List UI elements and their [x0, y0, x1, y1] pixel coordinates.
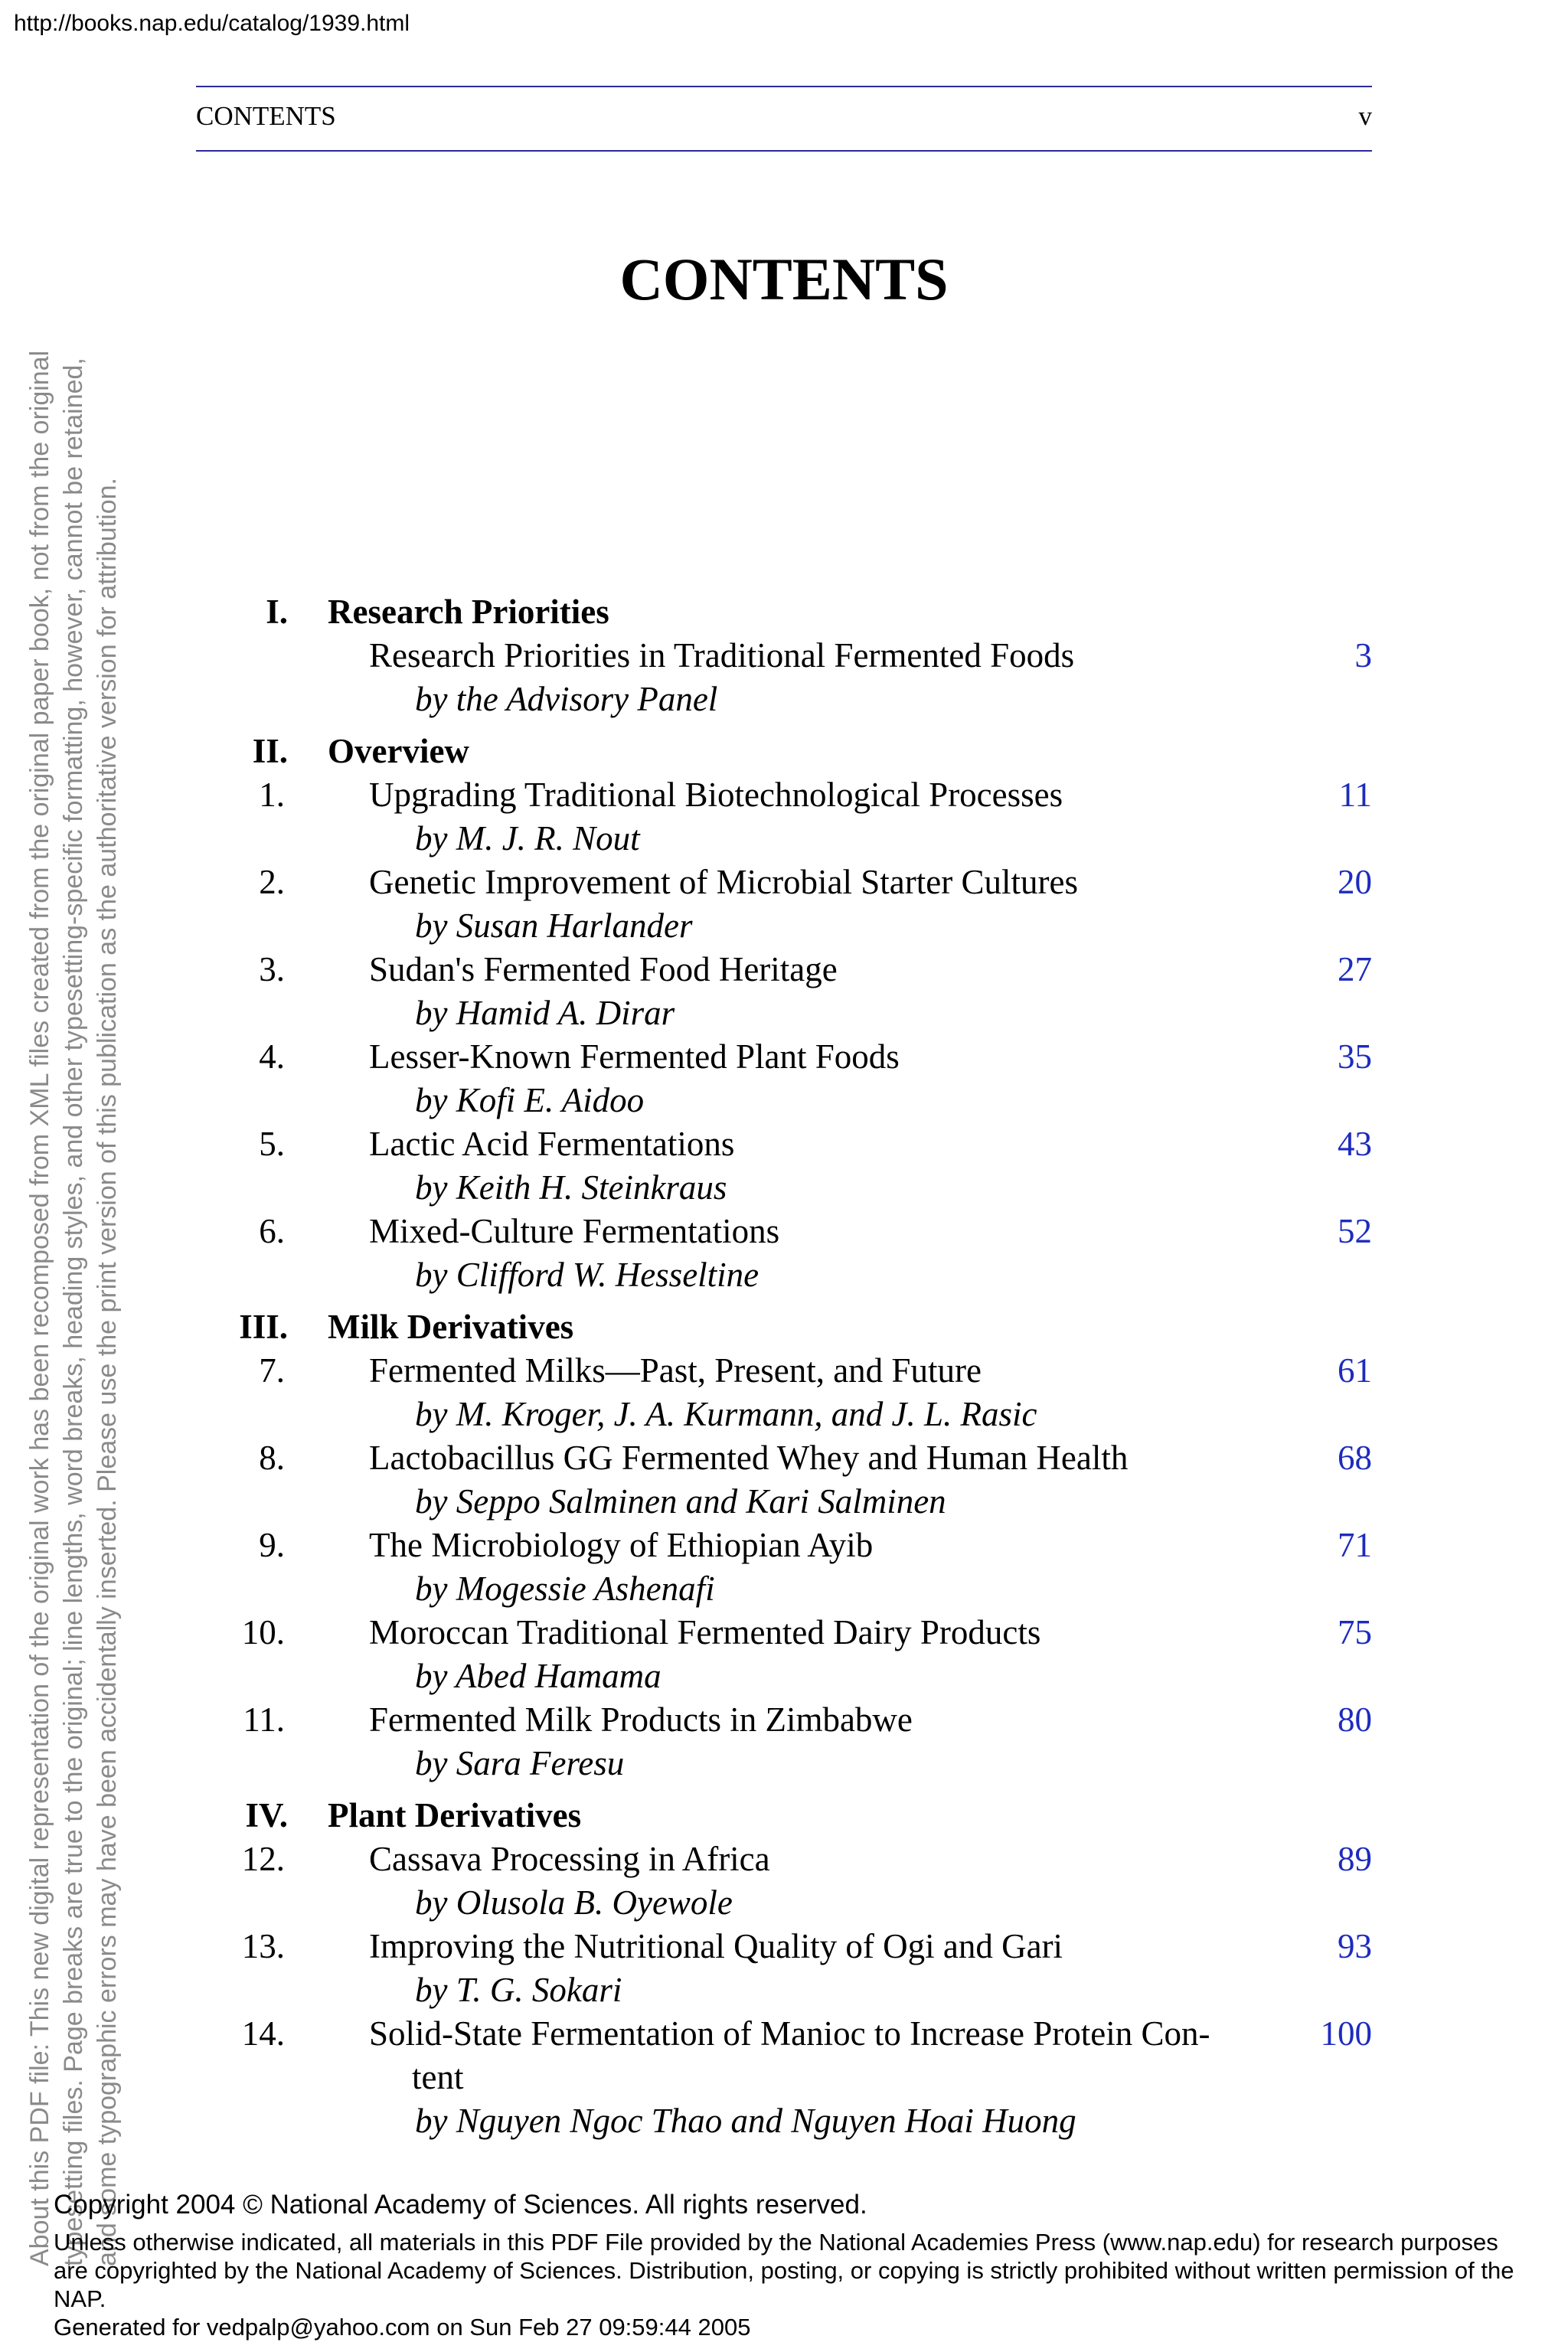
header-rule-top: [196, 86, 1372, 87]
section-title: Milk Derivatives: [328, 1308, 574, 1346]
generated-for-text: Generated for vedpalp@yahoo.com on Sun Feb 27 09:59:44 2005: [54, 2314, 751, 2341]
chapter-title-text: The Microbiology of Ethiopian Ayib: [369, 1526, 874, 1564]
section-heading: [196, 729, 1372, 773]
toc-section: [196, 590, 1372, 721]
table-of-contents: [196, 590, 1372, 2151]
copyright-text: Copyright 2004 © National Academy of Sciences. All rights reserved.: [54, 2190, 867, 2220]
chapter-author: by Mogessie Ashenafi: [415, 1570, 715, 1608]
section-heading: [196, 1793, 1372, 1838]
page-number-link[interactable]: 35: [1338, 1037, 1372, 1076]
chapter-author: by Susan Harlander: [415, 906, 693, 945]
page-number-link[interactable]: 89: [1338, 1840, 1372, 1878]
toc-section: [196, 729, 1372, 1297]
section-number: III.: [239, 1308, 288, 1346]
chapter-title-text: Solid-State Fermentation of Manioc to Increase Protein Con-: [369, 2014, 1210, 2053]
chapter-title: [369, 948, 1280, 991]
page-number-link[interactable]: 61: [1338, 1351, 1372, 1390]
page-number-link[interactable]: 11: [1338, 776, 1372, 814]
chapter-number: 13.: [241, 1927, 285, 1965]
chapter-number: [196, 634, 285, 678]
page-number-link[interactable]: 3: [1354, 636, 1372, 675]
chapter-title: [369, 773, 1280, 817]
chapter-title-text: Cassava Processing in Africa: [369, 1840, 770, 1878]
chapter-title-text: Upgrading Traditional Biotechnological Processes: [369, 776, 1063, 814]
chapter-number: 8.: [259, 1439, 285, 1477]
watermark-notice: [23, 0, 124, 2266]
page-number-link[interactable]: 68: [1338, 1439, 1372, 1477]
chapter-title: [369, 1210, 1280, 1253]
entry-title-row: [196, 1122, 1372, 1166]
chapter-title-text: Lactic Acid Fermentations: [369, 1125, 735, 1163]
toc-entry: [196, 1122, 1372, 1210]
page-number-link[interactable]: 43: [1338, 1125, 1372, 1163]
section-title: Research Priorities: [328, 593, 609, 631]
chapter-title: [369, 1838, 1280, 1881]
toc-entry: [196, 1611, 1372, 1698]
chapter-author: by M. J. R. Nout: [415, 819, 640, 858]
chapter-number: 11.: [243, 1700, 285, 1739]
chapter-title: [369, 634, 1280, 678]
chapter-title-text: Lactobacillus GG Fermented Whey and Human Health: [369, 1439, 1129, 1477]
chapter-title: [369, 1349, 1280, 1393]
chapter-number: 2.: [259, 863, 285, 901]
toc-entry: [196, 1436, 1372, 1524]
chapter-author: by Clifford W. Hesseltine: [415, 1256, 760, 1294]
chapter-title: [369, 861, 1280, 904]
toc-entry: [196, 1524, 1372, 1611]
chapter-number: 4.: [259, 1037, 285, 1076]
section-heading: [196, 1305, 1372, 1349]
entry-title-row: [196, 1210, 1372, 1253]
section-heading: [196, 590, 1372, 634]
toc-entry: [196, 1349, 1372, 1436]
toc-entry: [196, 1035, 1372, 1122]
entry-title-row: [196, 948, 1372, 991]
chapter-author: by Kofi E. Aidoo: [415, 1081, 645, 1119]
chapter-number: 14.: [241, 2014, 285, 2053]
chapter-author: by Nguyen Ngoc Thao and Nguyen Hoai Huong: [415, 2102, 1076, 2140]
running-head-title: CONTENTS: [196, 101, 336, 131]
chapter-title: [369, 1698, 1280, 1742]
chapter-title-text: Improving the Nutritional Quality of Ogi and Gari: [369, 1927, 1063, 1965]
chapter-number: 6.: [259, 1212, 285, 1250]
page-number-link[interactable]: 27: [1338, 950, 1372, 988]
chapter-title: [369, 1436, 1280, 1480]
toc-entry: [196, 1210, 1372, 1297]
chapter-title-text: Moroccan Traditional Fermented Dairy Products: [369, 1613, 1041, 1651]
section-number: I.: [266, 593, 288, 631]
footer: [54, 2188, 1531, 2341]
running-head: [196, 101, 1372, 132]
page-number-link[interactable]: 20: [1338, 863, 1372, 901]
page-number-link[interactable]: 100: [1320, 2014, 1372, 2053]
entry-title-row: [196, 634, 1372, 678]
chapter-title: [369, 1524, 1280, 1567]
chapter-title: [369, 1122, 1280, 1166]
toc-section: [196, 1793, 1372, 2143]
page-number-link[interactable]: 52: [1338, 1212, 1372, 1250]
chapter-author: by M. Kroger, J. A. Kurmann, and J. L. Rasic: [415, 1395, 1037, 1433]
chapter-author: by T. G. Sokari: [415, 1971, 622, 2009]
toc-entry: [196, 1698, 1372, 1785]
entry-title-row: [196, 1611, 1372, 1655]
page-title: CONTENTS: [619, 246, 949, 312]
entry-title-row: [196, 1838, 1372, 1881]
toc-entry: [196, 2012, 1372, 2143]
entry-title-row: [196, 1349, 1372, 1393]
chapter-number: 9.: [259, 1526, 285, 1564]
toc-section: [196, 1305, 1372, 1785]
source-url[interactable]: http://books.nap.edu/catalog/1939.html: [14, 11, 410, 36]
chapter-author: by the Advisory Panel: [415, 680, 718, 718]
chapter-number: 12.: [241, 1840, 285, 1878]
toc-entry: [196, 1838, 1372, 1925]
chapter-number: 1.: [259, 776, 285, 814]
chapter-number: 7.: [259, 1351, 285, 1390]
chapter-title-text: Genetic Improvement of Microbial Starter Cultures: [369, 863, 1078, 901]
toc-entry: [196, 773, 1372, 861]
section-title: Overview: [328, 732, 469, 770]
entry-title-row: [196, 2012, 1372, 2099]
header-rule-bottom: [196, 150, 1372, 152]
chapter-title-text: Sudan's Fermented Food Heritage: [369, 950, 838, 988]
running-head-page: v: [1358, 101, 1372, 131]
page-number-link[interactable]: 93: [1338, 1927, 1372, 1965]
entry-title-row: [196, 1436, 1372, 1480]
toc-entry: [196, 861, 1372, 948]
entry-title-row: [196, 1035, 1372, 1079]
page-number-link[interactable]: 80: [1338, 1700, 1372, 1739]
entry-title-row: [196, 1524, 1372, 1567]
chapter-author: by Abed Hamama: [415, 1657, 662, 1695]
entry-title-row: [196, 861, 1372, 904]
page-number-link[interactable]: 71: [1338, 1526, 1372, 1564]
chapter-title-text: Research Priorities in Traditional Fermented Foods: [369, 636, 1075, 675]
watermark-line: typesetting files. Page breaks are true to the original; line lengths, word breaks, heading styles, and other typesetting-specific formatting, however, cannot be retained,: [59, 358, 88, 2266]
section-title: Plant Derivatives: [328, 1796, 582, 1834]
chapter-title-text: Mixed-Culture Fermentations: [369, 1212, 780, 1250]
entry-title-row: [196, 1698, 1372, 1742]
toc-entry: [196, 948, 1372, 1035]
watermark-line: About this PDF file: This new digital representation of the original work has been recomposed from XML files created from the original paper book, not from the original: [25, 350, 54, 2266]
entry-title-row: [196, 773, 1372, 817]
chapter-number: 5.: [259, 1125, 285, 1163]
chapter-title: [369, 1611, 1280, 1655]
chapter-title: [369, 1035, 1280, 1079]
chapter-number: 3.: [259, 950, 285, 988]
chapter-title-text: Lesser-Known Fermented Plant Foods: [369, 1037, 900, 1076]
chapter-title-text: Fermented Milk Products in Zimbabwe: [369, 1700, 913, 1739]
section-number: II.: [252, 732, 288, 770]
chapter-author: by Seppo Salminen and Kari Salminen: [415, 1482, 946, 1521]
chapter-title-continuation: tent: [412, 2058, 464, 2096]
chapter-author: by Keith H. Steinkraus: [415, 1168, 727, 1207]
chapter-author: by Sara Feresu: [415, 1744, 625, 1782]
usage-notice: Unless otherwise indicated, all materials in this PDF File provided by the National Academies Press (www.nap.edu) for research purposes are copyrighted by the National Academy of Sciences. Distribution, posting, or copying is strictly prohibited without written permission of the NAP.: [54, 2229, 1514, 2312]
chapter-author: by Hamid A. Dirar: [415, 994, 675, 1032]
entry-title-row: [196, 1925, 1372, 1968]
toc-entry: [196, 1925, 1372, 2012]
page-number-link[interactable]: 75: [1338, 1613, 1372, 1651]
chapter-title-text: Fermented Milks—Past, Present, and Future: [369, 1351, 982, 1390]
section-number: IV.: [245, 1796, 288, 1834]
chapter-author: by Olusola B. Oyewole: [415, 1883, 733, 1922]
toc-entry: [196, 634, 1372, 721]
chapter-title: [369, 1925, 1280, 1968]
chapter-title: [369, 2012, 1280, 2099]
chapter-number: 10.: [241, 1613, 285, 1651]
watermark-line: and some typographic errors may have been accidentally inserted. Please use the print version of this publication as the authoritative version for attribution.: [93, 478, 122, 2266]
